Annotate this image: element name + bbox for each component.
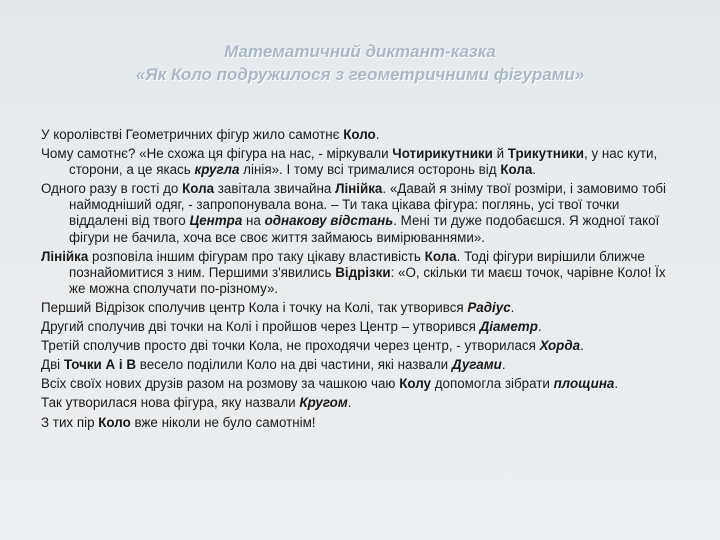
text-segment: Другий сполучив дві точки на Колі і пройшов через Центр – утворився xyxy=(41,319,480,335)
emphasis-term-wrap xyxy=(467,300,510,315)
text-segment: допомогла зібрати xyxy=(430,376,554,392)
text-segment: . xyxy=(375,127,380,142)
text-segment: Всіх своїх нових друзів разом на розмову за чашкою чаю xyxy=(41,376,400,392)
emphasis-term: Центра xyxy=(189,213,243,229)
emphasis-term: Діаметр xyxy=(479,319,538,335)
emphasis-term-wrap xyxy=(452,357,502,372)
story-paragraph xyxy=(41,300,681,316)
emphasis-term: однакову відстань xyxy=(264,213,394,229)
text-segment: , у нас кути, сторони, а це якась xyxy=(69,146,658,178)
text-segment: . xyxy=(347,395,352,411)
story-paragraph xyxy=(41,146,681,178)
title-line-1: Математичний диктант-казка xyxy=(224,42,496,61)
story-paragraph xyxy=(41,181,681,245)
text-segment: Третій сполучив просто дві точки Кола, не проходячи через центр, - утворилася xyxy=(41,338,540,354)
emphasis-term-wrap xyxy=(540,338,581,353)
story-body xyxy=(41,127,681,434)
emphasis-term: Хорда xyxy=(539,338,581,354)
text-segment: Чому самотнє? «Не схожа ця фігура на нас, - міркували xyxy=(41,146,393,162)
text-segment: вже ніколи не було самотнім! xyxy=(130,414,316,430)
text-segment: . xyxy=(614,376,619,392)
emphasis-term: площина xyxy=(553,376,615,392)
emphasis-term-wrap xyxy=(480,319,538,334)
text-segment: Так утворилася нова фігура, яку назвали xyxy=(41,395,300,411)
story-paragraph xyxy=(41,338,681,354)
bold-term: Кола xyxy=(424,248,457,264)
story-paragraph xyxy=(41,395,681,411)
bold-term: Точки А і В xyxy=(63,357,137,373)
text-segment: Перший Відрізок сполучив центр Кола і точку на Колі, так утворився xyxy=(41,299,468,315)
text-segment: . xyxy=(580,338,584,354)
text-segment: . «Давай я зніму твої розміри, і замовимо тобі наймодніший одяг, - запропонувала вона. – Ти така цікава фігура: поглянь, усі твої точки віддалені від твого xyxy=(69,181,667,229)
bold-term: Чотирикутники xyxy=(392,146,493,162)
text-segment: й xyxy=(492,146,508,162)
bold-term: Кола xyxy=(182,181,215,197)
text-segment: З тих пір xyxy=(41,414,99,430)
story-paragraph xyxy=(41,415,681,431)
bold-term: Кола xyxy=(500,162,533,178)
emphasis-term: кругла xyxy=(194,162,240,178)
bold-term: Колу xyxy=(399,376,431,392)
story-paragraph xyxy=(41,127,681,143)
text-segment: . Мені ти дуже подобаєшся. Я жодної такої фігури не бачила, хоча все своє життя займаюсь вимірюваннями». xyxy=(69,213,660,245)
story-paragraph xyxy=(41,357,681,373)
emphasis-term-wrap xyxy=(194,162,239,177)
emphasis-term: Радіус xyxy=(467,299,511,315)
story-paragraph xyxy=(41,319,681,335)
emphasis-term-wrap xyxy=(265,213,394,228)
bold-term: Коло xyxy=(343,127,376,142)
text-segment: Дві xyxy=(41,357,64,373)
emphasis-term: Дугами xyxy=(451,357,502,373)
text-segment: : «О, скільки ти маєш точок, чарівне Коло! Їх же можна сполучати по-різному». xyxy=(69,264,666,296)
text-segment: . Тоді фігури вирішили ближче познайомитися з ним. Першими з'явились xyxy=(69,248,645,280)
bold-term: Лінійка xyxy=(335,181,383,197)
story-paragraph xyxy=(41,249,681,297)
bold-term: Лінійка xyxy=(41,248,89,264)
text-segment: У королівстві Геометричних фігур жило самотнє xyxy=(41,127,344,142)
text-segment: . xyxy=(537,319,542,335)
title-line-2: «Як Коло подружилося з геометричними фігурами» xyxy=(135,65,585,84)
text-segment: Одного разу в гості до xyxy=(41,181,183,197)
text-segment: на xyxy=(242,213,265,229)
emphasis-term-wrap xyxy=(299,395,347,410)
bold-term: Трикутники xyxy=(507,146,585,162)
emphasis-term-wrap xyxy=(189,213,242,228)
bold-term: Коло xyxy=(98,414,131,430)
text-segment: розповіла іншим фігурам про таку цікаву властивість xyxy=(88,248,425,264)
text-segment: . xyxy=(532,162,537,178)
text-segment: лінія». І тому всі трималися осторонь від xyxy=(239,162,501,178)
emphasis-term: Кругом xyxy=(299,395,348,411)
text-segment: завітала звичайна xyxy=(214,181,336,197)
text-segment: . xyxy=(501,357,506,373)
page-title xyxy=(0,40,720,86)
bold-term: Відрізки xyxy=(335,264,391,280)
text-segment: весело поділили Коло на дві частини, які назвали xyxy=(136,357,452,373)
text-segment: . xyxy=(510,299,515,315)
story-paragraph xyxy=(41,376,681,392)
emphasis-term-wrap xyxy=(554,376,615,391)
